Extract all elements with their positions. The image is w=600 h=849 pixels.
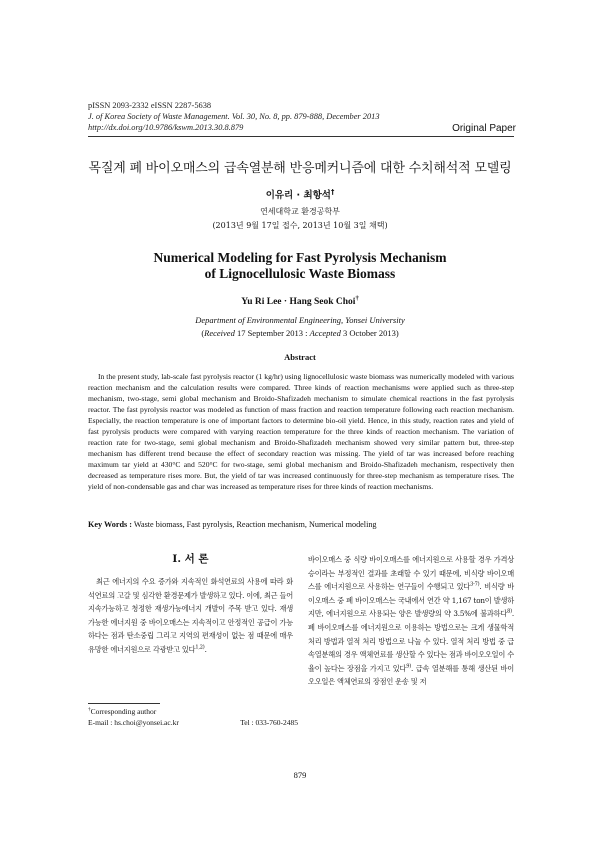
english-affiliation: Department of Environmental Engineering, Yonsei University (195, 315, 405, 325)
korean-authors: 이유리 · 최항석† (265, 187, 335, 201)
doi-link[interactable]: http://dx.doi.org/10.9786/kswm.2013.30.8.879 (88, 123, 244, 132)
header-divider (88, 136, 514, 137)
korean-affiliation: 연세대학교 환경공학부 (260, 207, 340, 216)
paper-type-badge: Original Paper (452, 123, 516, 134)
korean-title: 목질계 폐 바이오매스의 급속열분해 반응메커니즘에 대한 수치해석적 모델링 (88, 161, 512, 176)
footnote-divider (88, 703, 160, 704)
corresponding-author-footnote: †Corresponding author E-mail : hs.choi@yonsei.ac.kr Tel : 033-760-2485 (88, 706, 298, 727)
abstract-heading: Abstract (284, 352, 316, 362)
keywords: Key Words : Waste biomass, Fast pyrolysis, Reaction mechanism, Numerical modeling (88, 520, 377, 529)
author-phone: Tel : 033-760-2485 (240, 718, 298, 727)
section-heading-introduction: I. 서 론 (172, 553, 209, 565)
korean-received-dates: (2013년 9월 17일 접수, 2013년 10월 3일 채택) (212, 221, 388, 230)
page-number: 879 (293, 770, 307, 780)
abstract-text: In the present study, lab-scale fast pyrolysis reactor (1 kg/hr) using lignocellulosic waste biomass was numerically modeled with various reaction mechanism and the calculation results were compared. Three kinds of reaction mechanisms were applied such as three-step mechanism, two-stage, semi global mechanism and Broido-Shafizadeh mechanism to simulate chemical reactions in the fast pyrolysis reactor. The fast pyrolysis reactor was modeled as function of mass fraction and reaction temperature following each reaction mechanism. Especially, the reaction temperature is one of important factors to determine bio-oil yield. Hence, in this study, reaction rates and yield of fast pyrolysis products were compared with varying reaction temperature for the three kinds of reaction mechanism. The variation of reaction rate for two-stage, semi global mechanism and Broido-Shafizadeh mechanism showed very similar pattern but, three-step mechanism has different trend because the effect of secondary reaction was missing. The yield of tar was increased before reaching maximum tar yield at 430°C and 520°C for two-stage, semi global mechanism and Broido-Shafizadeh mechanism, respectively then decreased as temperature rises more. But, the yield of tar was increased continuously for three-step mechanism as temperature rises. The yield of non-condensable gas and char was increased as temperature rises for three kinds of reaction mechanisms. (88, 372, 514, 491)
issn-line: pISSN 2093-2332 eISSN 2287-5638 (88, 101, 212, 110)
journal-citation: J. of Korea Society of Waste Management. Vol. 30, No. 8, pp. 879-888, December 2013 (88, 112, 380, 121)
english-title: Numerical Modeling for Fast Pyrolysis Mechanism of Lignocellulosic Waste Biomass (153, 250, 447, 281)
english-authors: Yu Ri Lee · Hang Seok Choi† (241, 294, 359, 307)
author-email[interactable]: E-mail : hs.choi@yonsei.ac.kr (88, 718, 179, 727)
intro-right-column: 바이오매스 중 식량 바이오매스를 에너지원으로 사용할 경우 가격상승이라는 부정적인 결과를 초래할 수 있기 때문에, 비식량 바이오매스를 에너지원으로 사용하는 연구들이 수행되고 있다$^{3-7)}$. 비식량 바이오매스 중 폐 바이오매스는 국내에서 연간 약 1,167 ton이 발생하지만, 에너지원으로 사용되는 양은 발생량의 약 3.5%에 불과하다$^{8)}$. 폐 바이오매스를 에너지원으로 이용하는 방법으로는 크게 생물학적 처리 방법과 열적 처리 방법으로 나눌 수 있다. 열적 처리 방법 중 급속열분해의 경우 액체연료를 생산할 수 있다는 점과 바이오오일이 수율이 높다는 장점을 가지고 있다$^{9)}$. 급속 열분해를 통해 생산된 바이오오일은 액체연료의 장점인 운송 및 저 (308, 555, 514, 687)
intro-left-column: 최근 에너지의 수요 증가와 지속적인 화석연료의 사용에 따라 화석연료의 고갈 및 심각한 환경문제가 발생하고 있다. 이에, 최근 들어 지속가능하고 청정한 재생가능에너지 개발이 주목 받고 있다. 재생 가능한 에너지원 중 바이오매스는 지속적이고 안정적인 공급이 가능하다는 점과 탄소중립 그리고 지역의 편재성이 없는 점 때문에 매우 유망한 에너지원으로 각광받고 있다$^{1,2)}$. (88, 577, 293, 654)
english-received-dates: (Received 17 September 2013 : Accepted 3 October 2013) (201, 328, 399, 338)
